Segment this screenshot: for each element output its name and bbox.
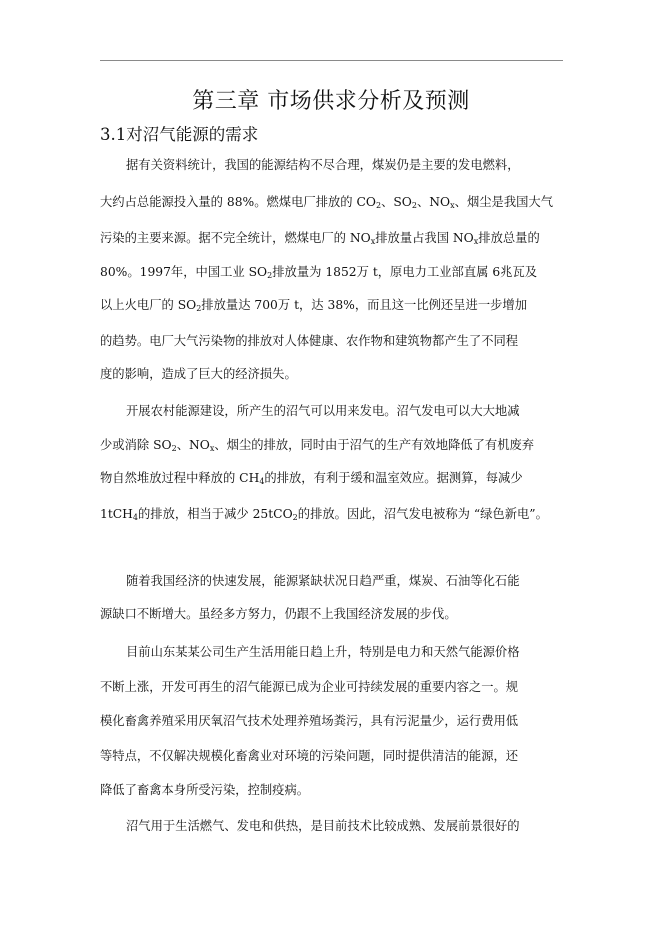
text-line: 随着我国经济的快速发展，能源紧缺状况日趋严重，煤炭、石油等化石能 [126, 574, 520, 588]
text-line: 据有关资料统计，我国的能源结构不尽合理，煤炭仍是主要的发电燃料， [126, 158, 520, 172]
text-line: 污染的主要来源。据不完全统计，燃煤电厂的 $NO_x$排放量占我国 $NO_x$排放总量的 [100, 231, 540, 246]
subscript: 2 [267, 271, 273, 280]
subscript: 2 [411, 201, 417, 210]
text-line: 源缺口不断增大。虽经多方努力，仍跟不上我国经济发展的步伐。 [100, 607, 457, 621]
text-line: 以上火电厂的 $SO_2$排放量达 700万 t，达 38%，而且这一比例还呈进一步增加 [100, 298, 528, 313]
text-line: 沼气用于生活燃气、发电和供热，是目前技术比较成熟、发展前景很好的 [126, 819, 520, 833]
chapter-title: 第三章 市场供求分析及预测 [192, 89, 470, 114]
subscript: 4 [132, 513, 138, 522]
text-line: 的趋势。电厂大气污染物的排放对人体健康、农作物和建筑物都产生了不同程 [100, 334, 519, 348]
subscript: 4 [259, 477, 265, 486]
text-line: 80%。1997年，中国工业 $SO_2$排放量为 1852万 t，原电力工业部直属 6兆瓦及 [100, 265, 538, 280]
text-line: 物自然堆放过程中释放的 $CH_4$的排放，有利于缓和温室效应。据测算，每减少 [100, 471, 523, 486]
subscript: 2 [375, 201, 382, 210]
subscript: 2 [171, 444, 177, 453]
text-line: 模化畜禽养殖采用厌氧沼气技术处理养殖场粪污，具有污泥量少，运行费用低 [100, 714, 519, 728]
section-title: 3.1对沼气能源的需求 [100, 125, 259, 144]
text-line: 开展农村能源建设，所产生的沼气可以用来发电。沼气发电可以大大地减 [126, 404, 520, 418]
text-line: 度的影响，造成了巨大的经济损失。 [100, 367, 297, 381]
subscript: x [370, 237, 376, 246]
text-line: 少或消除 $SO_2$、$NO_x$、烟尘的排放，同时由于沼气的生产有效地降低了有机废弃 [100, 438, 535, 453]
text-line: 1tCH$_4$的排放，相当于减少 25tCO$_2$的排放。因此，沼气发电被称为 “绿色新电”。 [100, 507, 548, 522]
subscript: x [450, 201, 455, 210]
header-rule [100, 60, 563, 61]
text-line: 目前山东某某公司生产生活用能日趋上升，特别是电力和天然气能源价格 [126, 645, 520, 659]
subscript: x [473, 237, 479, 246]
subscript: 2 [196, 304, 202, 313]
text-line: 等特点，不仅解决规模化畜禽业对环境的污染问题，同时提供清洁的能源，还 [100, 749, 519, 763]
subscript: 2 [292, 513, 298, 522]
subscript: x [209, 444, 215, 453]
text-line: 降低了畜禽本身所受污染，控制疫病。 [100, 783, 310, 797]
text-line: 不断上涨，开发可再生的沼气能源已成为企业可持续发展的重要内容之一。规 [100, 680, 519, 694]
text-line: 大约占总能源投入量的 88%。燃煤电厂排放的 $CO_2$、$SO_2$、$NO_x$、烟尘是我国大气 [100, 195, 554, 210]
